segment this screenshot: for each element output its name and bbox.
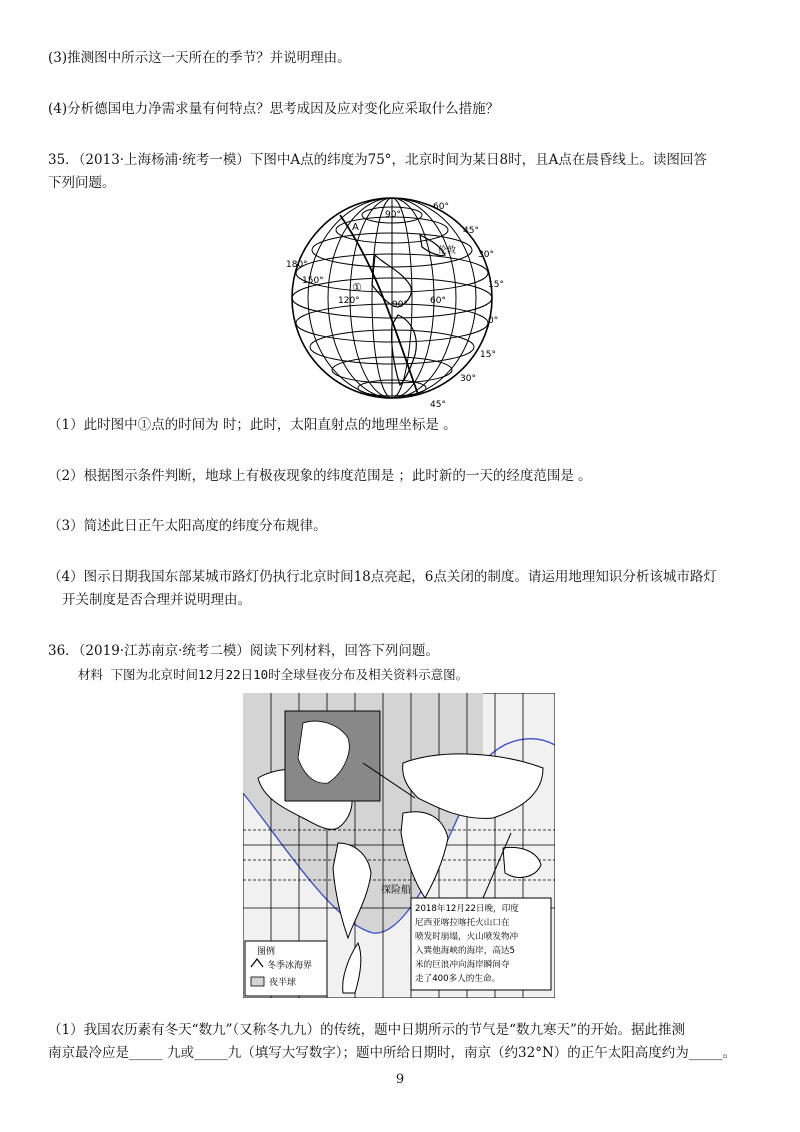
globe-label-lat-45s: 45° [430,400,446,410]
world-map-figure [243,693,555,998]
q35-sub1: （1）此时图中①点的时间为 时；此时，太阳直射点的地理坐标是 。 [48,417,457,433]
globe-point-a: A [352,222,359,233]
legend-night-swatch [251,977,264,986]
q35-sub4-line2: 开关制度是否合理并说明理由。 [62,592,251,608]
globe-point-1: ① [352,281,362,294]
volcano-info-line4: 入巽他海峡的海岸，高达5 [415,946,515,956]
globe-label-lat-0: 0° [488,316,499,326]
q36-material: 材料 下图为北京时间12月22日10时全球昼夜分布及相关资料示意图。 [78,667,469,682]
q35-intro-line1: 35．（2013·上海杨浦·统考一模）下图中A点的纬度为75°，北京时间为某日8时，且A点在晨昏线上。读图回答 [48,152,707,168]
globe-label-lon-120: 120° [338,296,360,306]
volcano-info-line5: 米的巨浪冲向海岸瞬间夺 [415,960,510,970]
volcano-info-line2: 尼西亚喀拉喀托火山口在 [415,918,510,928]
globe-label-lon-150: 150° [302,276,324,286]
q36-intro: 36．（2019·江苏南京·统考二模）阅读下列材料，回答下列问题。 [48,643,439,659]
q35-sub4-line1: （4）图示日期我国东部某城市路灯仍执行北京时间18点亮起，6点关闭的制度。请运用地理知识分析该城市路灯 [48,569,717,585]
globe-label-lon-180: 180° [286,260,308,270]
globe-figure [280,195,510,410]
legend-ice-label: 冬季冰海界 [267,961,313,971]
probe-ship-label: 探险船 [381,885,411,896]
globe-label-lat-45: 45° [463,226,479,236]
volcano-info-line6: 走了400多人的生命。 [415,974,501,984]
globe-label-lat-15: 15° [488,280,504,290]
q35-sub3: （3）简述此日正午太阳高度的纬度分布规律。 [48,518,327,534]
globe-label-lon-90: 90° [392,300,408,310]
globe-label-lon-60: 60° [430,296,446,306]
globe-label-lat-30: 30° [478,250,494,260]
legend-night-label: 夜半球 [269,978,297,988]
globe-label-london: 伦敦 [438,246,457,256]
q36-sub1-line1: （1）我国农历素有冬天“数九”（又称冬九九）的传统，题中日期所示的节气是“数九寒天”的开始。据此推测 [48,1022,685,1038]
q36-sub1-line2: 南京最冷应是_____ 九或_____九（填写大写数字）；题中所给日期时，南京（约32°N）的正午太阳高度约为_____。 [48,1045,737,1061]
globe-label-lat-15s: 15° [480,350,496,360]
globe-label-lat-30s: 30° [460,374,476,384]
q35-sub2: （2）根据图示条件判断，地球上有极夜现象的纬度范围是 ；此时新的一天的经度范围是 。 [48,468,592,484]
globe-label-lat-60: 60° [433,202,449,212]
q35-intro-line2: 下列问题。 [48,175,116,191]
q34-part3: (3)推测图中所示这一天所在的季节？并说明理由。 [48,50,351,66]
volcano-info-line3: 喷发时崩塌，火山喷发物冲 [415,932,519,942]
q34-part4: (4)分析德国电力净需求量有何特点？思考成因及应对变化应采取什么措施？ [48,101,500,117]
legend-title: 图例 [257,947,276,957]
page-number: 9 [395,1072,405,1087]
globe-label-lon-90-top: 90° [385,210,401,220]
volcano-info-line1: 2018年12月22日晚，印度 [415,904,519,914]
